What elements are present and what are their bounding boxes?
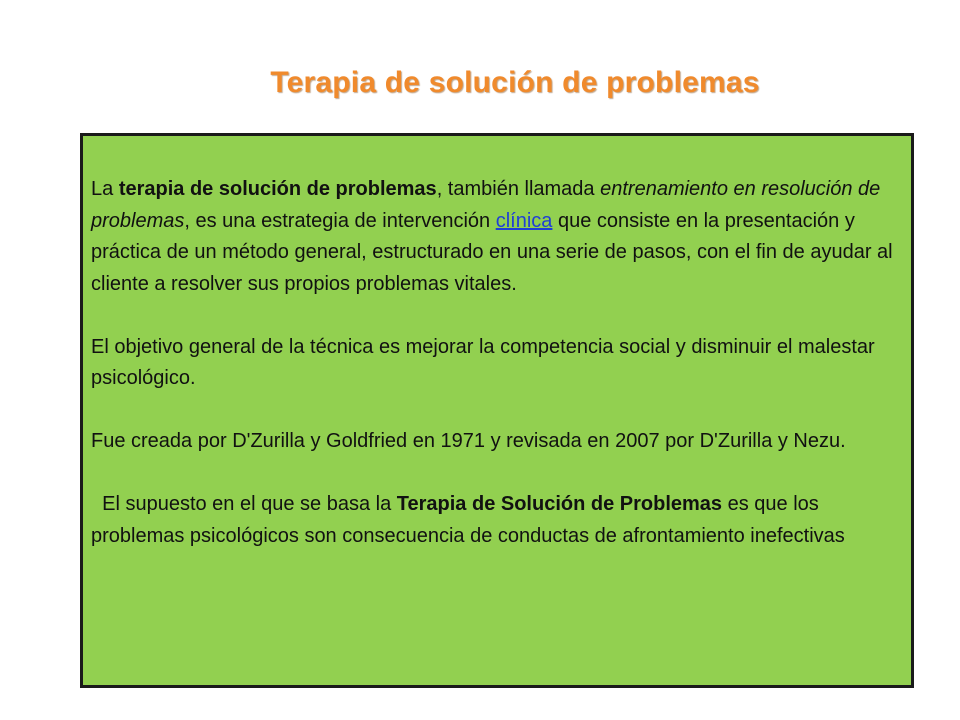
bold-term: terapia de solución de problemas xyxy=(118,178,437,200)
paragraph-definition xyxy=(91,174,903,300)
paragraph-history: Fue creada por D'Zurilla y Goldfried en 1971 y revisada en 2007 por D'Zurilla y Nezu. xyxy=(91,430,846,452)
text-segment: , también llamada xyxy=(436,178,601,200)
text-segment: , es una estrategia de intervención xyxy=(184,209,496,232)
text-segment: es que los problemas psicológicos son consecuencia de conductas de afrontamiento inefectivas xyxy=(91,493,845,547)
text-segment: El supuesto en el que se basa la xyxy=(91,493,397,515)
content-text xyxy=(91,174,903,552)
text-segment: La xyxy=(91,178,119,200)
paragraph-assumption xyxy=(91,489,903,552)
clinica-link[interactable]: clínica xyxy=(495,209,553,232)
bold-term: Terapia de Solución de Problemas xyxy=(396,493,723,515)
paragraph-objective: El objetivo general de la técnica es mejorar la competencia social y disminuir el malestar psicológico. xyxy=(91,335,875,389)
text-segment: que consiste en la presentación y práctica de un método general, estructurado en una serie de pasos, con el fin de ayudar al cliente a resolver sus propios problemas vitales. xyxy=(91,209,893,295)
slide-title: Terapia de solución de problemas xyxy=(270,66,760,99)
content-panel xyxy=(80,133,914,688)
italic-term: entrenamiento en resolución de problemas xyxy=(91,178,881,232)
